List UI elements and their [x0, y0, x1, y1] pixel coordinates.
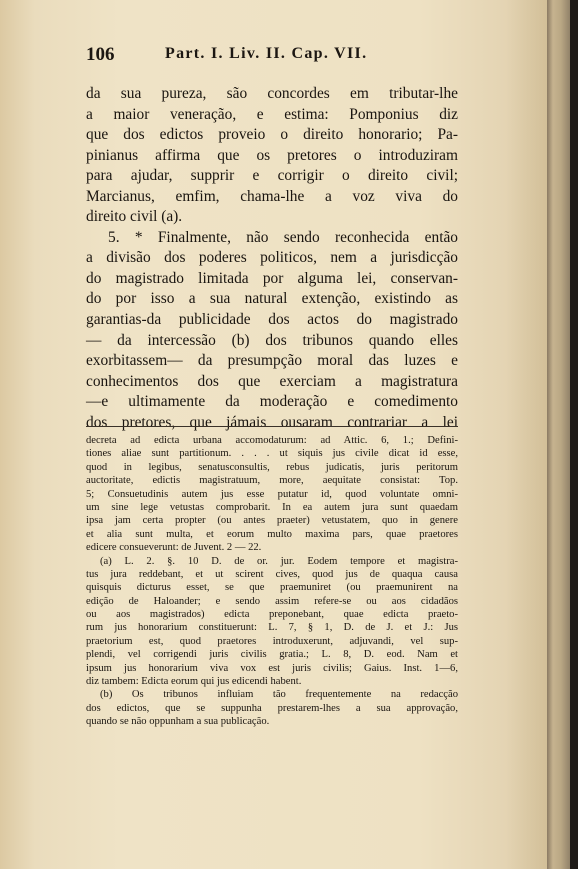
footnote-line: et alia sunt multa, et eorum multo maxima pars, quae praetores	[86, 528, 458, 540]
body-line: — da intercessão (b) dos tribunos quando elles	[86, 331, 458, 349]
footnote-line: tus jura reddebant, et ut scirent cives, quod jus de quaqua causa	[86, 568, 458, 580]
footnote-line: um sine lege vetustas comprobarit. In ea autem jura sunt quaedam	[86, 501, 458, 513]
page-number: 106	[86, 44, 115, 65]
body-line: a divisão dos poderes politicos, nem a jurisdicção	[86, 249, 458, 267]
footnote-divider	[86, 426, 458, 427]
footnote-line: edição de Haloander; e sendo assim refere-se ou aos cidadãos	[86, 595, 458, 607]
running-head: Part. I. Liv. II. Cap. VII.	[165, 45, 368, 62]
footnote-line: plendi, vel corrigendi juris civilis gratia.; L. 8, D. eod. Nam et	[86, 649, 458, 661]
body-line: Marcianus, emfim, chama-lhe a voz viva do	[86, 187, 458, 205]
footnote-line: rum jus honorarium constituerunt: L. 7, § 1, D. de J. et J.: Jus	[86, 622, 458, 634]
body-line: —e ultimamente da moderação e comedimento	[86, 393, 458, 411]
body-line: a maior veneração, e estima: Pomponius diz	[86, 105, 458, 123]
body-line: 5. * Finalmente, não sendo reconhecida então	[108, 228, 458, 246]
body-line: do por isso a sua natural extenção, existindo as	[86, 290, 458, 308]
body-line: dos pretores, que jámais ousaram contrariar a lei	[86, 413, 458, 431]
footnote-line: tiones aliae sunt partitionum. . . . ut siquis jus civile dicat id esse,	[86, 448, 458, 460]
body-line: exorbitassem— da presumpção moral das luzes e	[86, 352, 458, 370]
footnote-line: auctoritate, edictis magistratuum, more, aequitate consistat: Top.	[86, 475, 458, 487]
body-line: para ajudar, supprir e corrigir o direito civil;	[86, 167, 458, 185]
body-line: pinianus affirma que os pretores o introduziram	[86, 146, 458, 164]
footnote-line: ou aos magistrados) edicta preponebant, quae edicta praeto-	[86, 609, 458, 621]
footnote-line: diz tambem: Edicta eorum qui jus edicendi habent.	[86, 676, 302, 688]
body-text	[86, 84, 458, 433]
body-line: garantias-da publicidade dos actos do magistrado	[86, 311, 458, 329]
footnote-line: edicere consueverunt: de Juvent. 2 — 22.	[86, 542, 262, 554]
footnotes	[86, 434, 458, 729]
footnote-line: (a) L. 2. §. 10 D. de or. jur. Eodem tempore et magistra-	[100, 555, 458, 567]
body-line: conhecimentos dos que exerciam a magistratura	[86, 372, 458, 390]
footnote-line: (b) Os tribunos influiam tão frequentemente na redacção	[100, 689, 458, 701]
body-line: do magistrado limitada por alguma lei, conservan-	[86, 269, 458, 287]
footnote-line: ipsum jus honorarium viva vox est juris civilis; Gaius. Inst. 1—6,	[86, 662, 458, 674]
footnote-line: quando se não oppunham a sua publicação.	[86, 716, 270, 728]
footnote-line: quisquis dicturus esset, se que praemuniret (ou praemunirent na	[86, 582, 458, 594]
footnote-line: praetorium est, quod praetores introduxerunt, adjuvandi, vel sup-	[86, 635, 458, 647]
footnote-line: quod in legibus, senatusconsultis, rebus judicatis, juris peritorum	[86, 461, 458, 473]
book-fore-edge-shadow	[570, 0, 578, 869]
footnote-line: 5; Consuetudinis autem jus esse putatur id, quod voluntate omni-	[86, 488, 458, 500]
body-line: que dos edictos proveio o direito honorario; Pa-	[86, 126, 458, 144]
body-line: direito civil (a).	[86, 208, 183, 226]
body-line: da sua pureza, são concordes em tributar-lhe	[86, 85, 458, 102]
footnote-line: decreta ad edicta urbana accomodaturum: ad Attic. 6, 1.; Defini-	[86, 435, 458, 446]
footnote-line: ipsa jam certa propter (ou antes praeter) vetustatem, quo in genere	[86, 515, 458, 527]
footnote-line: dos edictos, que se suppunha prestarem-lhes a sua approvação,	[86, 702, 458, 714]
